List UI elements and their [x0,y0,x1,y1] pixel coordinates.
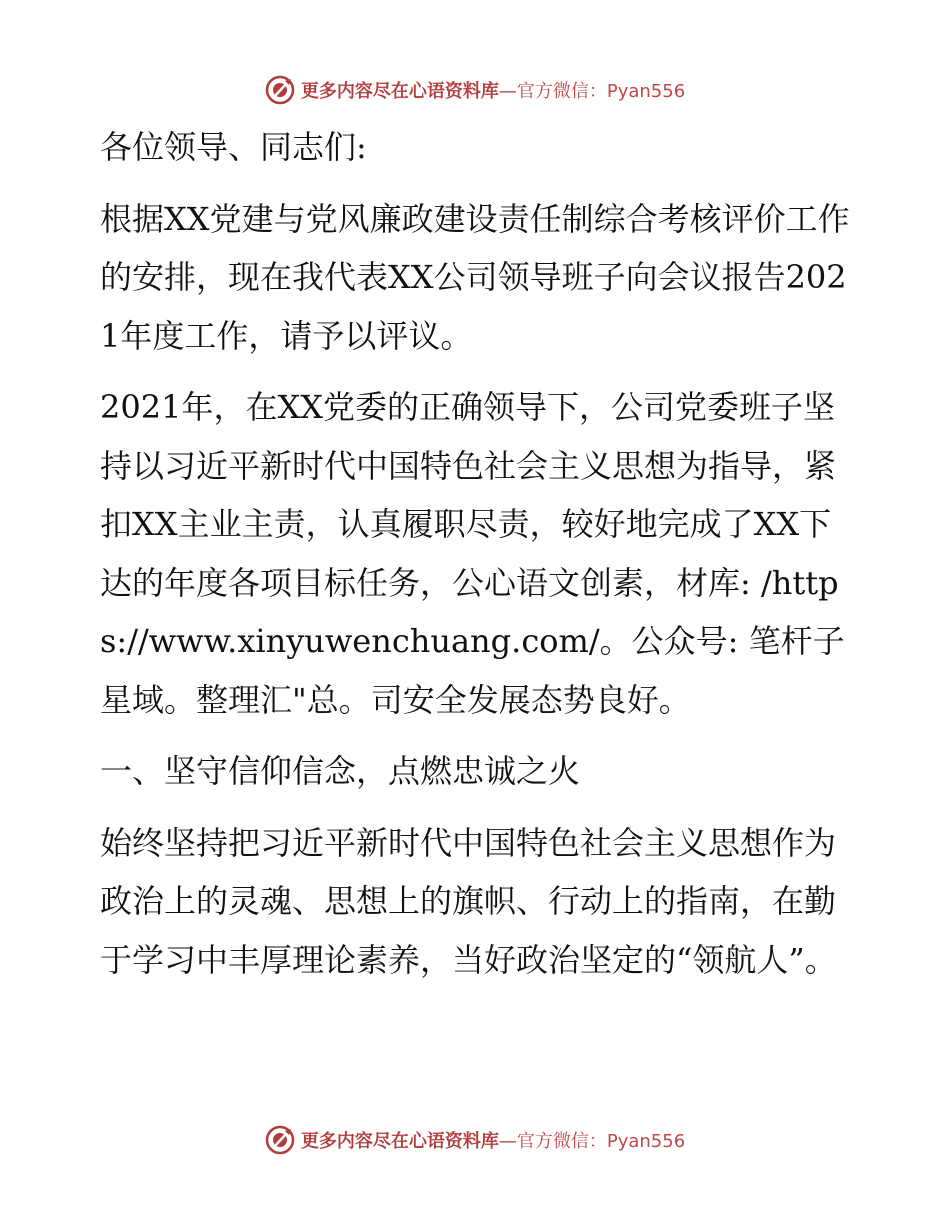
paragraph-intro: 根据XX党建与党风廉政建设责任制综合考核评价工作的安排，现在我代表XX公司领导班子向会议报告2021年度工作，请予以评议。 [100,199,850,355]
greeting: 各位领导、同志们: [100,128,367,166]
header-banner-wechat-label: 官方微信： [516,81,607,102]
brand-logo-icon [265,1125,295,1155]
header-banner-text [301,77,685,103]
paragraph-section-1: 始终坚持把习近平新时代中国特色社会主义思想作为政治上的灵魂、思想上的旗帜、行动上的指南，在勤于学习中丰厚理论素养，当好政治坚定的“领航人”。 [100,823,837,979]
brand-logo-icon [265,75,295,105]
header-banner-wechat-id: Pyan556 [606,81,686,102]
footer-banner-title: 更多内容尽在心语资料库 [300,1131,499,1152]
header-banner [0,70,950,110]
footer-banner-separator: — [498,1131,517,1152]
footer-banner-text [301,1127,685,1153]
header-banner-title: 更多内容尽在心语资料库 [300,81,499,102]
footer-banner [0,1120,950,1160]
paragraph-summary: 2021年，在XX党委的正确领导下，公司党委班子坚持以习近平新时代中国特色社会主义思想为指导，紧扣XX主业主责，认真履职尽责，较好地完成了XX下达的年度各项目标任务，公心语文创素，材库: /https://www.xinyuwenchuang.com/。公众号: 笔杆子星域。整理汇"总。司安全发展态势良好。 [100,388,845,719]
header-banner-separator: — [498,81,517,102]
footer-banner-wechat-id: Pyan556 [606,1131,686,1152]
section-heading-1: 一、坚守信仰信念，点燃忠诚之火 [100,752,581,790]
footer-banner-wechat-label: 官方微信： [516,1131,607,1152]
document-body [100,118,860,1002]
